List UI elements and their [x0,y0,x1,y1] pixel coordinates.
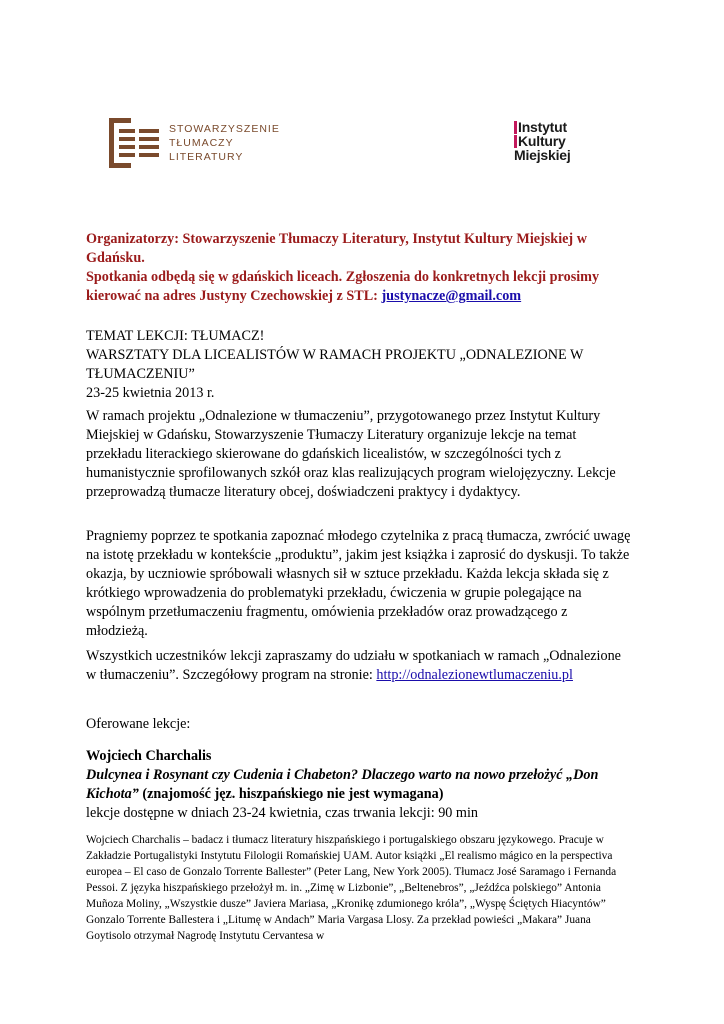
lesson-author: Wojciech Charchalis [86,748,212,764]
paragraph: Pragniemy poprzez te spotkania zapoznać młodego czytelnika z pracą tłumacza, zwrócić uwagę na istotę przekładu w kontekście „produktu”, jakim jest książka i zaprosić do dyskusji. To także okazja, by uczniowie spróbowali własnych sił w sztuce przekładu. Każda lekcja składa się z krótkiego wprowadzenia do problematyki przekładu, ćwiczenia w grupie polegające na wspólnym przetłumaczeniu fragmentu, omówienia przekładów oraz prowadzącego z młodzieżą. [86,528,631,639]
offered-label: Oferowane lekcje: [86,716,191,732]
paragraph: Wszystkich uczestników lekcji zapraszamy do udziału w spotkaniach w ramach „Odnalezione w tłumaczeniu”. Szczegółowy program na stronie: http://odnalezionewtlumaczeniu.pl [86,648,621,683]
topic-line: WARSZTATY DLA LICEALISTÓW W RAMACH PROJEKTU „ODNALEZIONE W TŁUMACZENIU” [86,347,584,382]
lesson-title-line [86,766,631,804]
lesson-title: Dulcynea i Rosynant czy Cudenia i Chabeton? Dlaczego warto na nowo przełożyć „Don Kichota” [86,767,599,802]
lesson-block [86,747,631,823]
ikm-logo [514,120,571,162]
email-link[interactable]: justynacze@gmail.com [381,288,522,304]
stl-logo-icon [109,118,159,168]
stl-logo-line: STOWARZYSZENIE [169,123,280,135]
website-link[interactable]: http://odnalezionewtlumaczeniu.pl [376,667,573,683]
organizers-block [86,230,631,306]
paragraph: W ramach projektu „Odnalezione w tłumaczeniu”, przygotowanego przez Instytut Kultury Miejskiej w Gdańsku, Stowarzyszenie Tłumaczy Literatury organizuje lekcje na temat przekładu literackiego skierowane do gdańskich licealistów, w szczególności tych z humanistycznie sprofilowanych szkół oraz klas realizujących program wielojęzyczny. Lekcje przeprowadzą tłumacze literatury obcej, doświadczeni praktycy i dydaktycy. [86,408,616,500]
topic-dates: 23-25 kwietnia 2013 r. [86,385,215,401]
ikm-logo-line: Instytut [514,120,571,134]
ikm-logo-line: Miejskiej [514,147,571,163]
lesson-schedule: lekcje dostępne w dniach 23-24 kwietnia, czas trwania lekcji: 90 min [86,805,478,821]
meeting-info: Spotkania odbędą się w gdańskich liceach. Zgłoszenia do konkretnych lekcji prosimy kierować na adres Justyny Czechowskiej z STL: justynacze@gmail.com [86,269,600,304]
organizers-line: Organizatorzy: Stowarzyszenie Tłumaczy Literatury, Instytut Kultury Miejskiej w Gdańsku. [86,231,587,266]
topic-line: TEMAT LEKCJI: TŁUMACZ! [86,328,265,344]
author-bio: Wojciech Charchalis – badacz i tłumacz literatury hiszpańskiego i portugalskiego obszaru językowego. Pracuje w Zakładzie Portugalistyki Instytutu Filologii Romańskiej UAM. Autor książki „El realismo mágico en la perspectiva europea – El caso de Gonzalo Torrente Ballester” (Peter Lang, New York 2005). Tłumacz José Saramago i Fernanda Pessoi. Z języka hiszpańskiego przełożył m. in. „Zimę w Lizbonie”, „Beltenebros”, „Jeźdźca polskiego” Antonia Muñoza Moliny, „Wszystkie dusze” Javiera Mariasa, „Kronikę zdumionego króla”, „Wyspę Ściętych Hiacyntów” Gonzalo Torrente Ballestera i „Litumę w Andach” Maria Vargasa Llosy. Za przekład powieści „Makara” Juana Goytisolo otrzymał Nagrodę Instytutu Cervantesa w [86,834,617,942]
topic-block [86,327,631,403]
stl-logo-line: LITERATURY [169,151,244,163]
ikm-logo-line: Kultury [514,134,571,148]
stl-logo [109,118,280,168]
stl-logo-line: TŁUMACZY [169,137,234,149]
stl-logo-text [169,122,280,164]
lesson-note: (znajomość jęz. hiszpańskiego nie jest wymagana) [138,786,444,802]
